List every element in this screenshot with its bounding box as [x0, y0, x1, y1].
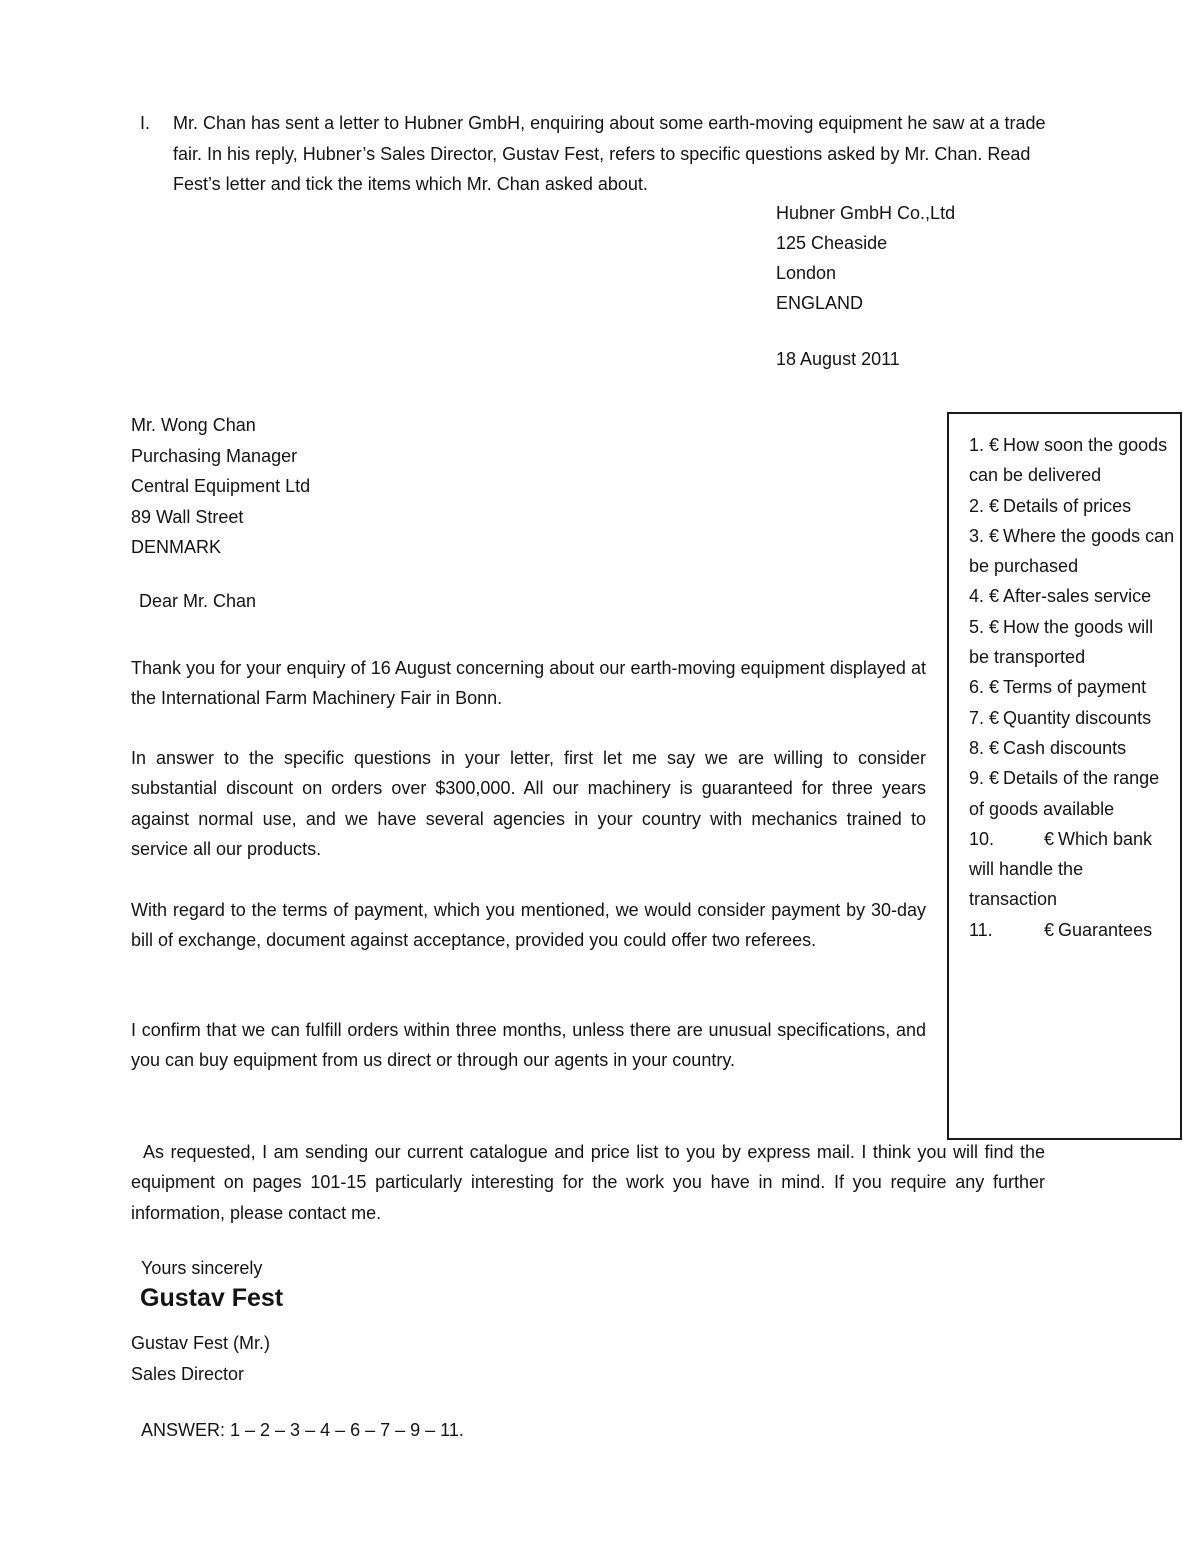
- checklist-item: [969, 612, 1176, 673]
- body-paragraph-4: I confirm that we can fulfill orders within three months, unless there are unusual specifications, and you can buy equipment from us direct or through our agents in your country.: [131, 1020, 926, 1071]
- body-paragraph-3: With regard to the terms of payment, which you mentioned, we would consider payment by 30-day bill of exchange, document against acceptance, provided you could offer two referees.: [131, 900, 926, 951]
- item-number: 2.: [969, 495, 985, 516]
- checkbox-symbol[interactable]: €: [989, 586, 1000, 607]
- recipient-name: Mr. Wong Chan: [131, 415, 256, 435]
- sender-city: London: [776, 263, 837, 283]
- salutation: Dear Mr. Chan: [139, 591, 257, 611]
- recipient-address: [131, 410, 310, 563]
- sender-address: [776, 198, 955, 318]
- sender-company: Hubner GmbH Co.,Ltd: [776, 203, 956, 223]
- item-text: Guarantees: [1058, 919, 1153, 940]
- checklist-item: [969, 703, 1176, 733]
- item-text: How the goods will be transported: [969, 616, 1154, 668]
- letter-date: 18 August 2011: [776, 349, 900, 369]
- checkbox-symbol[interactable]: €: [989, 768, 1000, 789]
- item-text: Cash discounts: [1003, 737, 1127, 758]
- item-number: 5.: [969, 616, 985, 637]
- checklist-item: [969, 672, 1176, 702]
- instruction-text: Mr. Chan has sent a letter to Hubner GmbH, enquiring about some earth-moving equipment he saw at a trade fair. In his reply, Hubner’s Sales Director, Gustav Fest, refers to specific questions asked by Mr. Chan. Read Fest’s letter and tick the items which Mr. Chan asked about.: [173, 113, 1046, 194]
- checklist-item: [969, 824, 1176, 915]
- item-number: 11.: [969, 919, 993, 940]
- item-number: 4.: [969, 586, 985, 607]
- item-number: 8.: [969, 737, 985, 758]
- checkbox-symbol[interactable]: €: [1044, 919, 1055, 940]
- sender-country: ENGLAND: [776, 293, 864, 313]
- checkbox-symbol[interactable]: €: [989, 707, 1000, 728]
- recipient-country: DENMARK: [131, 537, 222, 557]
- checklist-item: [969, 915, 1176, 945]
- item-text: Which bank will handle the transaction: [969, 828, 1153, 910]
- signatory-block: [131, 1328, 270, 1389]
- exercise-number: I.: [140, 113, 151, 133]
- checkbox-symbol[interactable]: €: [989, 677, 1000, 698]
- item-text: Quantity discounts: [1003, 707, 1152, 728]
- checklist-item: [969, 521, 1176, 582]
- item-text: After-sales service: [1003, 586, 1152, 607]
- answer-key: ANSWER: 1 – 2 – 3 – 4 – 6 – 7 – 9 – 11.: [141, 1420, 464, 1440]
- item-number: 9.: [969, 768, 985, 789]
- checkbox-symbol[interactable]: €: [989, 525, 1000, 546]
- item-number: 3.: [969, 525, 985, 546]
- closing: Yours sincerely: [141, 1258, 263, 1278]
- checkbox-symbol[interactable]: €: [989, 616, 1000, 637]
- checkbox-symbol[interactable]: €: [989, 435, 1000, 455]
- signature: Gustav Fest: [140, 1284, 284, 1312]
- item-text: Where the goods can be purchased: [969, 525, 1175, 577]
- item-number: 1.: [969, 435, 985, 455]
- signatory-name: Gustav Fest (Mr.): [131, 1333, 271, 1353]
- body-paragraph-2: In answer to the specific questions in your letter, first let me say we are willing to consider substantial discount on orders over $300,000. All our machinery is guaranteed for three years against normal use, and we have several agencies in your country with mechanics trained to service all our products.: [131, 748, 926, 859]
- checkbox-symbol[interactable]: €: [989, 737, 1000, 758]
- checklist-item: [969, 733, 1176, 763]
- checklist-item: [969, 491, 1176, 521]
- checklist-box: [947, 412, 1182, 1140]
- checklist-item: [969, 430, 1176, 491]
- checklist-item: [969, 763, 1176, 824]
- recipient-street: 89 Wall Street: [131, 506, 244, 527]
- body-paragraph-5: [131, 1137, 1045, 1228]
- signatory-title: Sales Director: [131, 1363, 245, 1384]
- body-paragraph-5-text: As requested, I am sending our current catalogue and price list to you by express mail. I think you will find the equipment on pages 101-15 particularly interesting for the work you have in mind. If you require any further information, please contact me.: [131, 1142, 1045, 1223]
- sender-street: 125 Cheaside: [776, 233, 888, 253]
- item-text: Details of the range of goods available: [969, 768, 1160, 819]
- recipient-company: Central Equipment Ltd: [131, 476, 311, 496]
- item-number: 10.: [969, 828, 995, 849]
- checkbox-symbol[interactable]: €: [989, 495, 1000, 516]
- item-text: Terms of payment: [1003, 677, 1147, 698]
- checklist-item: [969, 581, 1176, 611]
- item-text: How soon the goods can be delivered: [969, 435, 1168, 486]
- checkbox-symbol[interactable]: €: [1044, 828, 1055, 849]
- body-paragraph-1: Thank you for your enquiry of 16 August concerning about our earth-moving equipment displayed at the International Farm Machinery Fair in Bonn.: [131, 658, 926, 709]
- item-number: 7.: [969, 707, 985, 728]
- item-number: 6.: [969, 677, 985, 698]
- item-text: Details of prices: [1003, 495, 1132, 516]
- exercise-instruction: [140, 108, 1060, 200]
- recipient-title: Purchasing Manager: [131, 445, 298, 466]
